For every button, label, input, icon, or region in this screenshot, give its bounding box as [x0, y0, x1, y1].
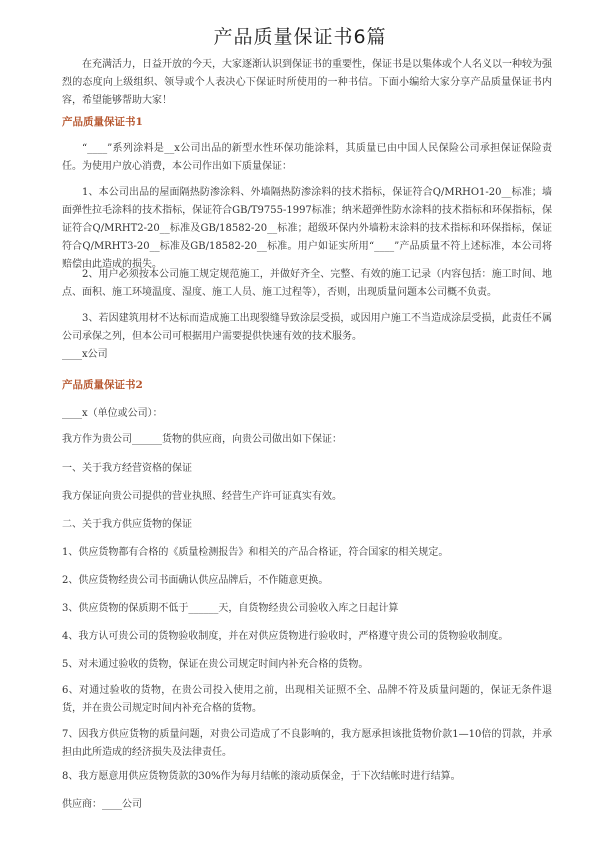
section2-item-6: 6、对通过验收的货物，在贵公司投入使用之前，出现相关证照不全、品牌不符及质量问题的，保证无条件退货，并在贵公司规定时间内补充合格的货物。: [62, 685, 552, 714]
section2-item-8: 8、我方愿意用供应货物货款的30%作为每月结帐的滚动质保金，于下次结帐时进行结算。: [62, 771, 461, 782]
section2-item-4: 4、我方认可贵公司的货物验收制度，并在对供应货物进行验收时，严格遵守贵公司的货物验收制度。: [62, 631, 509, 642]
section2-item-5: 5、对未通过验收的货物，保证在贵公司规定时间内补充合格的货物。: [62, 659, 369, 670]
section1-paragraph-2: 1、本公司出品的屋面隔热防渗涂料、外墙隔热防渗涂料的技术指标，保证符合Q/MRHO1-20__标准；墙面弹性拉毛涂料的技术指标，保证符合GB/T9755-1997标准；纳米超弹性防水涂料的技术指标和环保指标，保证符合Q/MRHT2-20__标准及GB/18582-20__标准；超级环保内外墙粉末涂料的技术指标和环保指标，保证符合Q/MRHT3-20__标准及GB/18582-20__标准。用户如证实所用“____”产品质量不符上述标准，本公司将赔偿由此造成的损失。: [62, 187, 552, 270]
section1-signature: ____x公司: [62, 349, 108, 360]
section2-opening: 我方作为贵公司______货物的供应商，向贵公司做出如下保证：: [62, 434, 342, 445]
section2-item-1: 1、供应货物都有合格的《质量检测报告》和相关的产品合格证，符合国家的相关规定。: [62, 547, 449, 558]
section1-paragraph-4: 3、若因建筑用材不达标而造成施工出现裂缝导致涂层受损，或因用户施工不当造成涂层受损，此责任不属公司承保之列，但本公司可根据用户需要提供快速有效的技术服务。: [62, 313, 552, 342]
section2-item-3: 3、供应货物的保质期不低于______天，自货物经贵公司验收入库之日起计算: [62, 603, 399, 614]
section2-supplier-signature: 供应商：____公司: [62, 799, 142, 810]
section2-item-2: 2、供应货物经贵公司书面确认供应品牌后，不作随意更换。: [62, 575, 329, 586]
intro-paragraph: 在充满活力，日益开放的今天，大家逐渐认识到保证书的重要性，保证书是以集体或个人名义以一种较为强烈的态度向上级组织、领导或个人表决心下保证时所使用的一种书信。下面小编给大家分享产品质量保证书内容，希望能够帮助大家！: [62, 59, 552, 106]
section1-paragraph-1: “____”系列涂料是__x公司出品的新型水性环保功能涂料，其质量已由中国人民保险公司承担保证保险责任。为使用户放心消费，本公司作出如下质量保证：: [62, 143, 552, 172]
section2-subheading-1-text: 我方保证向贵公司提供的营业执照、经营生产许可证真实有效。: [62, 491, 342, 502]
section2-subheading-2: 二、关于我方供应货物的保证: [62, 519, 192, 530]
section-heading-1: 产品质量保证书1: [62, 116, 143, 128]
section-heading-2: 产品质量保证书2: [62, 379, 143, 391]
section2-addressee: ____x（单位或公司）：: [62, 408, 163, 419]
section2-subheading-1: 一、关于我方经营资格的保证: [62, 463, 192, 474]
document-title: 产品质量保证书6篇: [213, 26, 387, 48]
section2-item-7: 7、因我方供应货物的质量问题，对贵公司造成了不良影响的，我方愿承担该批货物价款1—10倍的罚款，并承担由此所造成的经济损失及法律责任。: [62, 729, 552, 758]
section1-paragraph-3: 2、用户必须按本公司施工规定规范施工，并做好齐全、完整、有效的施工记录（内容包括：施工时间、地点、面积、施工环境温度、湿度、施工人员、施工过程等），否则，出现质量问题本公司概不负责。: [62, 269, 552, 298]
